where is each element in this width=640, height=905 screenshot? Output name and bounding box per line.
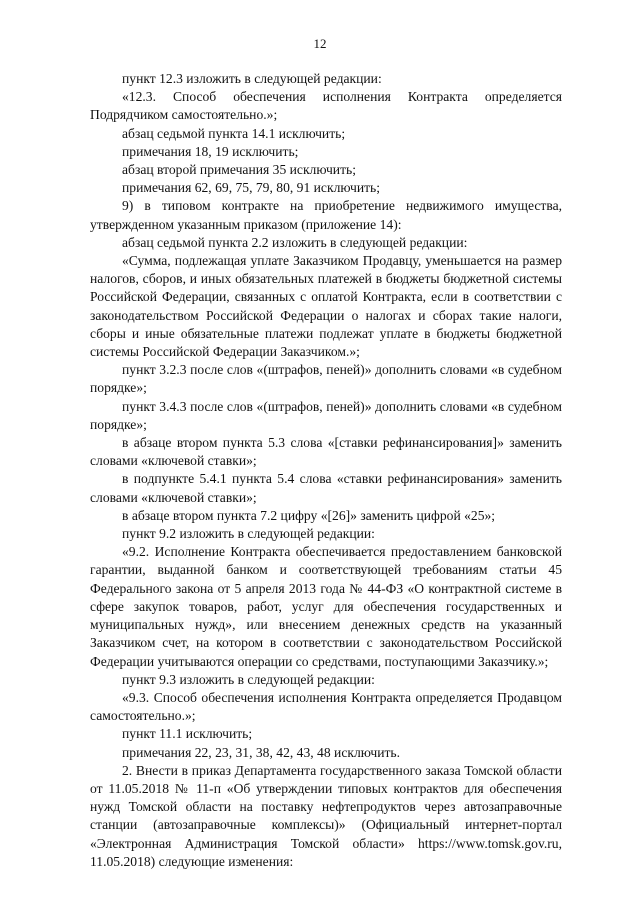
paragraph: пункт 9.3 изложить в следующей редакции: [122,671,375,687]
paragraph: абзац седьмой пункта 2.2 изложить в следующей редакции: [122,234,468,250]
paragraph: «Сумма, подлежащая уплате Заказчиком Продавцу, уменьшается на размер налогов, сборов, и иных обязательных платежей в бюджеты бюджетной системы Российской Федерации, связанных с оплатой Контракта, если в соответствии с законодательством Российской Федерации о налогах и сборах такие налоги, сборы и иные обязательные платежи подлежат уплате в бюджеты бюджетной системы Российской Федерации Заказчиком.»; [90,253,562,360]
paragraph: «9.3. Способ обеспечения исполнения Контракта определяется Продавцом самостоятельно.»; [90,689,562,724]
paragraph: 9) в типовом контракте на приобретение недвижимого имущества, утвержденном указанным приказом (приложение 14): [90,198,562,232]
paragraph: «9.2. Исполнение Контракта обеспечивается предоставлением банковской гарантии, выданной банком и соответствующей требованиям статьи 45 Федерального закона от 5 апреля 2013 года № 44-ФЗ «О контрактной системе в сфере закупок товаров, работ, услуг для обеспечения государственных и муниципальных нужд», или внесением денежных средств на указанный Заказчиком счет, на котором в соответствии с законодательством Российской Федерации учитываются операции со средствами, поступающими Заказчику.»; [90,544,562,669]
paragraph: 2. Внести в приказ Департамента государственного заказа Томской области от 11.05.2018 № 11-п «Об утверждении типовых контрактов для обеспечения нужд Томской области на поставку нефтепродуктов через автозаправочные станции (автозаправочные комплексы)» (Официальный интернет-портал «Электронная Администрация Томской области» https://www.tomsk.gov.ru, 11.05.2018) следующие изменения: [90,762,562,869]
paragraph: в подпункте 5.4.1 пункта 5.4 слова «ставки рефинансирования» заменить словами «ключевой ставки»; [90,471,562,505]
paragraph: примечания 18, 19 исключить; [122,143,299,159]
document-body [90,70,562,871]
paragraph: примечания 62, 69, 75, 79, 80, 91 исключить; [122,180,381,196]
paragraph: абзац седьмой пункта 14.1 исключить; [122,125,346,141]
paragraph: пункт 12.3 изложить в следующей редакции: [122,71,382,86]
paragraph: в абзаце втором пункта 7.2 цифру «[26]» заменить цифрой «25»; [122,507,496,523]
paragraph: «12.3. Способ обеспечения исполнения Контракта определяется Подрядчиком самостоятельно.»; [90,89,562,123]
paragraph: пункт 3.4.3 после слов «(штрафов, пеней)» дополнить словами «в судебном порядке»; [90,398,562,432]
paragraph: в абзаце втором пункта 5.3 слова «[ставки рефинансирования]» заменить словами «ключевой ставки»; [90,435,562,469]
paragraph: пункт 11.1 исключить; [122,726,253,742]
page-number: 12 [313,36,327,51]
paragraph: пункт 9.2 изложить в следующей редакции: [122,526,375,542]
paragraph: пункт 3.2.3 после слов «(штрафов, пеней)» дополнить словами «в судебном порядке»; [90,362,562,396]
paragraph: абзац второй примечания 35 исключить; [122,162,357,178]
paragraph: примечания 22, 23, 31, 38, 42, 43, 48 исключить. [122,744,401,760]
